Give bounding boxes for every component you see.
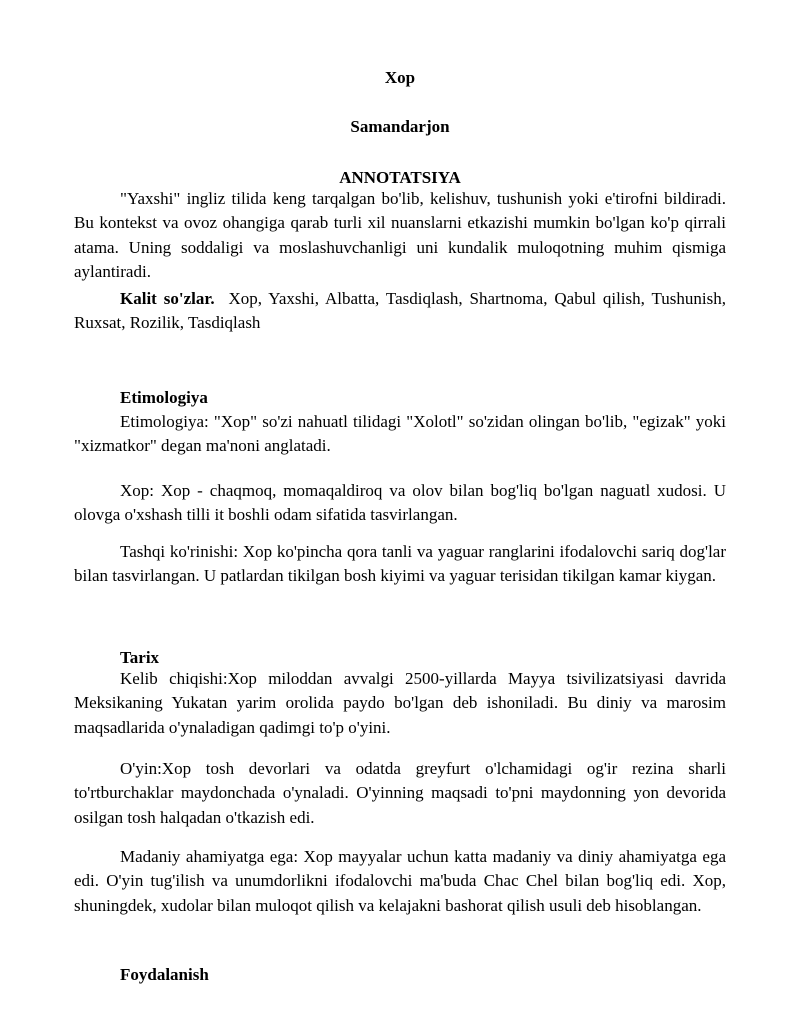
keywords-label: Kalit so'zlar. bbox=[120, 289, 215, 308]
section-heading-history: Tarix bbox=[120, 648, 160, 667]
history-paragraph-3: Madaniy ahamiyatga ega: Xop mayyalar uchun katta madaniy va diniy ahamiyatga ega edi. O'yin tug'ilish va unumdorlikni ifodalovchi ma'buda Chac Chel bilan bog'liq edi. Xop, shuningdek, xudolar bilan muloqot qilish va kelajakni bashorat qilish usuli deb hisoblangan. bbox=[74, 847, 726, 915]
etymology-paragraph-1: Etimologiya: "Xop" so'zi nahuatl tilidagi "Xolotl" so'zidan olingan bo'lib, "egizak" yoki "xizmatkor" degan ma'noni anglatadi. bbox=[74, 412, 726, 456]
keywords-paragraph bbox=[74, 287, 726, 336]
history-paragraph-1: Kelib chiqishi:Xop miloddan avvalgi 2500-yillarda Mayya tsivilizatsiyasi davrida Meksikaning Yukatan yarim orolida paydo bo'lgan deb ishoniladi. Bu diniy va marosim maqsadlarida o'ynaladigan qadimgi to'p o'yini. bbox=[74, 669, 726, 737]
section-heading-usage: Foydalanish bbox=[120, 965, 209, 984]
etymology-paragraph-2: Xop: Xop - chaqmoq, momaqaldiroq va olov bilan bog'liq bo'lgan naguatl xudosi. U olovga o'xshash tilli it boshli odam sifatida tasvirlangan. bbox=[74, 481, 726, 525]
etymology-paragraph-3: Tashqi ko'rinishi: Xop ko'pincha qora tanli va yaguar ranglarini ifodalovchi sariq dog'lar bilan tasvirlangan. U patlardan tikilgan bosh kiyimi va yaguar terisidan tikilgan kamar kiygan. bbox=[74, 542, 726, 586]
annotation-heading: ANNOTATSIYA bbox=[339, 168, 461, 187]
author-name: Samandarjon bbox=[350, 117, 450, 136]
document-title: Xop bbox=[384, 68, 416, 87]
history-paragraph-2: O'yin:Xop tosh devorlari va odatda greyfurt o'lchamidagi og'ir rezina sharli to'rtburchaklar maydonchada o'ynaladi. O'yinning maqsadi to'pni maydonning yon devorida osilgan tosh halqadan o'tkazish edi. bbox=[74, 759, 726, 827]
annotation-paragraph: "Yaxshi" ingliz tilida keng tarqalgan bo'lib, kelishuv, tushunish yoki e'tirofni bildiradi. Bu kontekst va ovoz ohangiga qarab turli xil nuanslarni etkazishi mumkin bo'lgan ko'p qirrali atama. Uning soddaligi va moslashuvchanligi uni kundalik muloqotning muhim qismiga aylantiradi. bbox=[74, 189, 726, 281]
keywords-list: Xop, Yaxshi, Albatta, Tasdiqlash, Shartnoma, Qabul qilish, Tushunish, Ruxsat, Rozilik, Tasdiqlash bbox=[74, 289, 726, 333]
section-heading-etymology: Etimologiya bbox=[120, 388, 208, 407]
